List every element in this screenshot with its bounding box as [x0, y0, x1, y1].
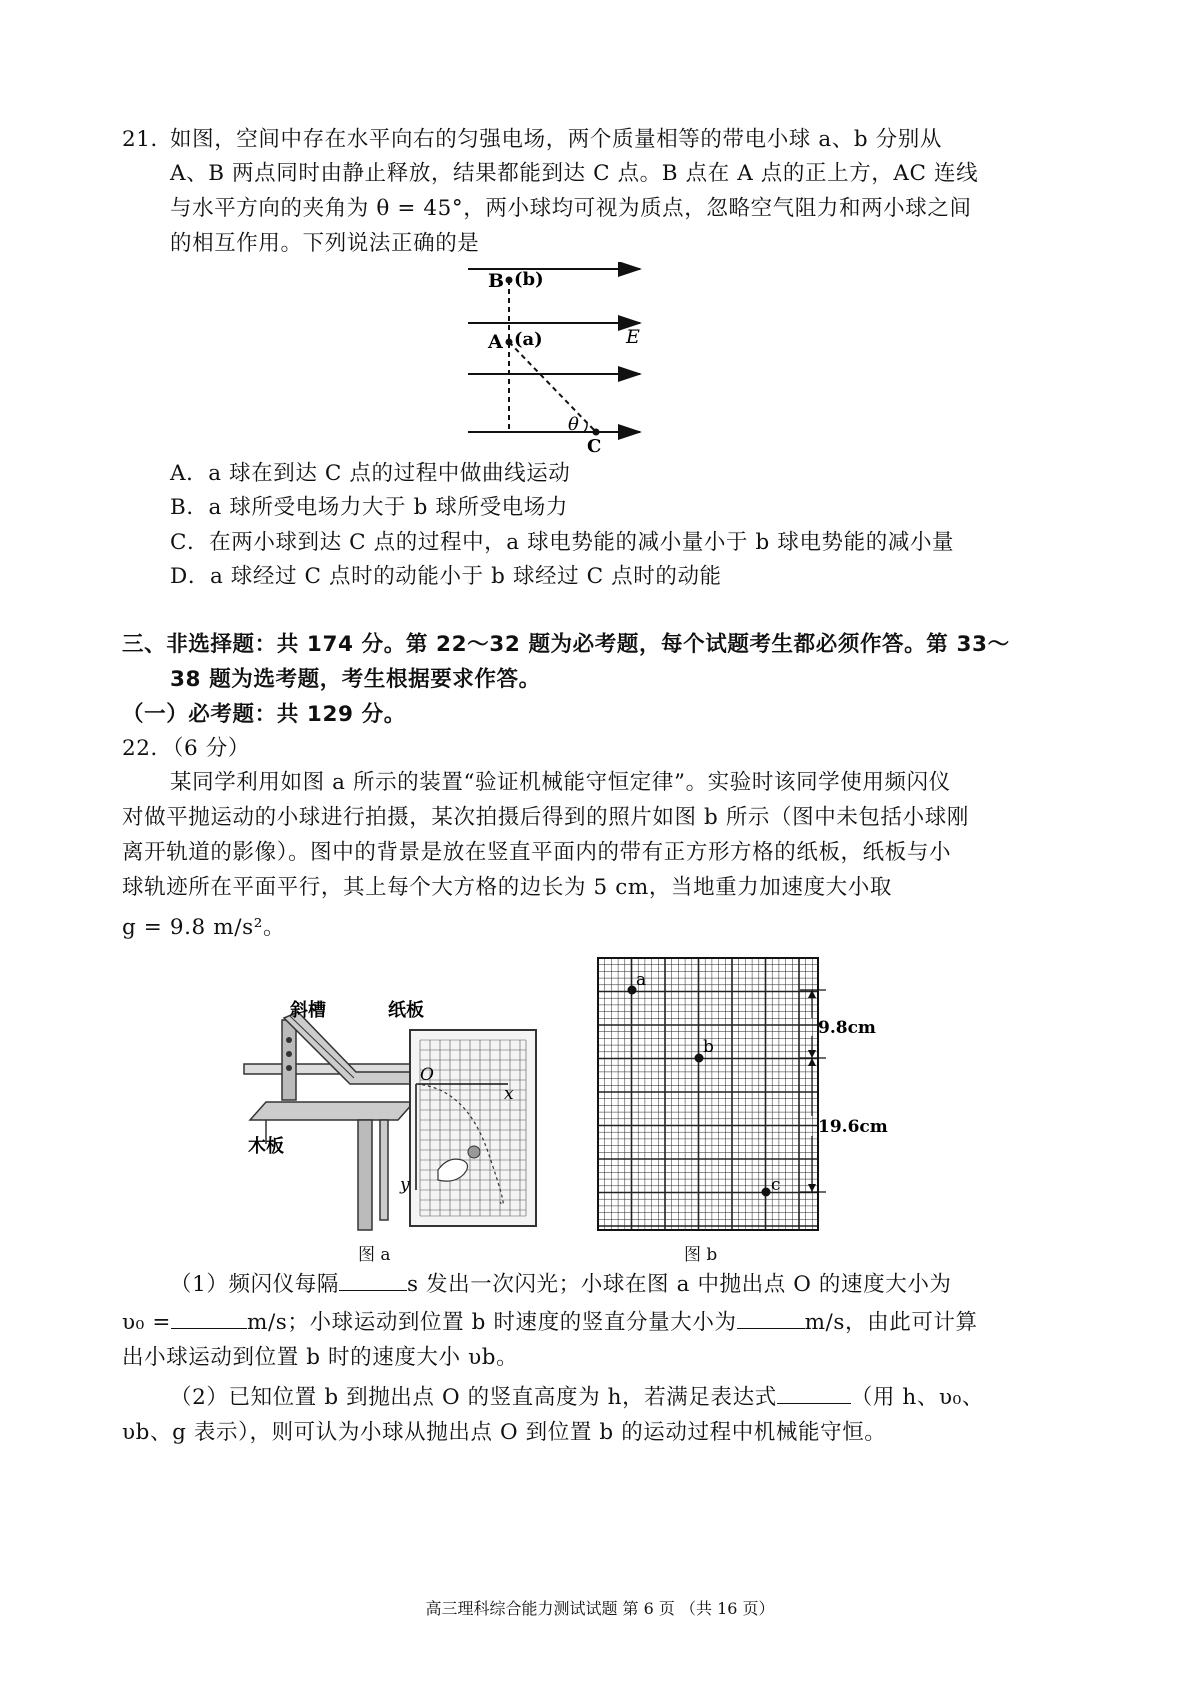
page-footer: 高三理科综合能力测试试题 第 6 页 （共 16 页） [425, 1599, 775, 1618]
q21-option-d: D．a 球经过 C 点时的动能小于 b 球经过 C 点时的动能 [170, 564, 722, 589]
grid-b-lines [598, 958, 818, 1230]
q22-sub1-mid: s 发出一次闪光；小球在图 a 中抛出点 O 的速度大小为 [406, 1272, 952, 1297]
q22-paragraph-line4: 球轨迹所在平面平行，其上每个大方格的边长为 5 cm，当地重力加速度大小取 [122, 875, 892, 900]
label-A: A [488, 331, 503, 353]
answer-blank-v0[interactable] [171, 1306, 247, 1329]
q21-option-b: B．a 球所受电场力大于 b 球所受电场力 [170, 495, 568, 520]
q21-stem-line4: 的相互作用。下列说法正确的是 [170, 231, 480, 256]
q22-sub1-v0: υ₀ = [122, 1310, 171, 1335]
q22-sub2-line1 [170, 1381, 984, 1412]
section3-heading-line2: 38 题为选考题，考生根据要求作答。 [170, 667, 541, 692]
label-theta: θ [568, 414, 579, 435]
label-b: b [703, 1037, 714, 1057]
figure-b-caption: 图 b [684, 1245, 718, 1265]
q22-sub1-text3: m/s，由此可计算 [804, 1310, 978, 1335]
q22-header: 22．（6 分） [122, 736, 250, 761]
q22-paragraph-line3: 离开轨道的影像）。图中的背景是放在竖直平面内的带有正方形方格的纸板，纸板与小 [122, 840, 952, 865]
q21-stem-line3: 与水平方向的夹角为 θ = 45°，两小球均可视为质点，忽略空气阻力和两小球之间 [170, 196, 972, 221]
q22-sub2-suffix: （用 h、υ₀、 [850, 1385, 984, 1410]
q22-paragraph-line5: g = 9.8 m/s²。 [122, 915, 286, 940]
label-board: 纸板 [388, 1000, 424, 1021]
point-c [593, 429, 600, 436]
q22-paragraph-line2: 对做平抛运动的小球进行拍摄，某次拍摄后得到的照片如图 b 所示（图中未包括小球刚 [122, 805, 969, 830]
label-O: O [420, 1065, 434, 1085]
ball [468, 1146, 480, 1158]
q22-sub1-prefix: （1）频闪仪每隔 [170, 1272, 339, 1297]
q21-option-c: C．在两小球到达 C 点的过程中，a 球电势能的减小量小于 b 球电势能的减小量 [170, 530, 955, 555]
answer-blank-expression[interactable] [777, 1381, 851, 1404]
label-a: (a) [514, 329, 543, 350]
label-a: a [636, 970, 647, 990]
figure-b-grid [590, 952, 910, 1234]
paper-board [410, 1030, 536, 1226]
label-wood: 木板 [248, 1136, 284, 1157]
label-E: E [626, 326, 640, 348]
q21-stem-line1: 如图，空间中存在水平向右的匀强电场，两个质量相等的带电小球 a、b 分别从 [170, 127, 942, 152]
label-b: (b) [514, 269, 544, 290]
q21-stem-line2: A、B 两点同时由静止释放，结果都能到达 C 点。B 点在 A 点的正上方，AC 连线 [170, 161, 979, 186]
q21-option-a: A．a 球在到达 C 点的过程中做曲线运动 [170, 461, 571, 486]
label-C: C [587, 436, 602, 454]
label-B: B [488, 270, 505, 292]
section3-subheading: （一）必考题：共 129 分。 [122, 702, 406, 727]
answer-blank-vertical-speed[interactable] [737, 1306, 805, 1329]
answer-blank-interval[interactable] [339, 1268, 407, 1291]
figure-a-caption: 图 a [358, 1245, 391, 1265]
angle-arc [584, 423, 587, 432]
label-c: c [771, 1175, 781, 1195]
q22-sub2-prefix: （2）已知位置 b 到抛出点 O 的竖直高度为 h，若满足表达式 [170, 1385, 777, 1410]
section3-heading-line1: 三、非选择题：共 174 分。第 22～32 题为必考题，每个试题考生都必须作答。第 33～ [122, 632, 1010, 657]
label-19-6cm: 19.6cm [818, 1117, 888, 1137]
label-9-8cm: 9.8cm [818, 1018, 876, 1038]
label-chute: 斜槽 [290, 1000, 326, 1021]
ac-dashed-line [509, 342, 596, 432]
q21-field-figure [460, 262, 660, 454]
wooden-board [250, 1102, 414, 1120]
table-leg [358, 1120, 372, 1230]
label-y: y [400, 1175, 410, 1195]
point-c [762, 1188, 771, 1197]
stand [282, 1020, 296, 1100]
q22-sub1-text2: m/s；小球运动到位置 b 时速度的竖直分量大小为 [246, 1310, 737, 1335]
label-x: x [504, 1084, 514, 1104]
q22-sub1-line2 [122, 1306, 978, 1337]
ball-a [506, 339, 513, 346]
ball-b [506, 277, 513, 284]
figure-a-apparatus [238, 992, 550, 1232]
q21-number: 21． [122, 127, 173, 152]
q22-sub1-line3: 出小球运动到位置 b 时的速度大小 υb。 [122, 1345, 519, 1370]
q22-paragraph-line1: 某同学利用如图 a 所示的装置“验证机械能守恒定律”。实验时该同学使用频闪仪 [170, 770, 951, 795]
q22-sub1-line1 [170, 1268, 952, 1299]
q22-sub2-line2: υb、g 表示），则可认为小球从抛出点 O 到位置 b 的运动过程中机械能守恒。 [122, 1420, 887, 1445]
